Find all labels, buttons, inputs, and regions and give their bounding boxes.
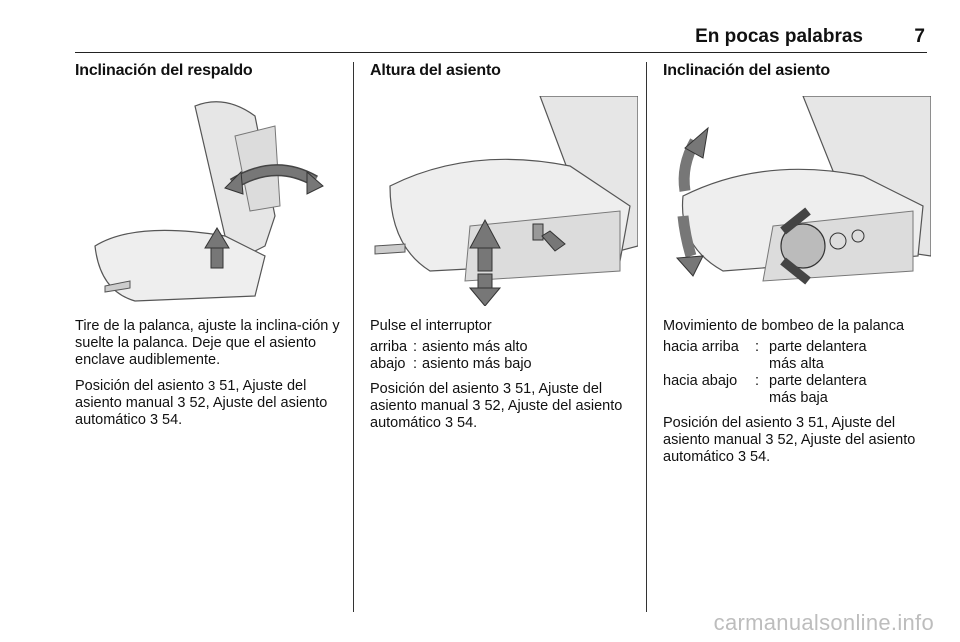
column-heading: Inclinación del asiento [663,62,830,79]
column-backrest [75,62,345,428]
column-heading: Inclinación del respaldo [75,62,253,79]
page-header [75,24,927,53]
seat-tilt-illustration [663,96,931,306]
table-row: abajo : asiento más bajo [370,356,532,372]
section-title: En pocas palabras [695,26,863,47]
height-diagram [370,96,638,306]
backrest-diagram [75,96,343,306]
column-seat-tilt [663,62,933,465]
column-divider [646,62,647,612]
tilt-diagram [663,96,931,306]
column-heading: Altura del asiento [370,62,501,79]
cross-reference: Posición del asiento 3 51, Ajuste del asiento manual 3 52, Ajuste del asiento automático 3 54. [75,378,328,428]
table-row: hacia abajo : parte delantera más baja [663,373,867,406]
page-number: 7 [914,26,925,47]
cross-reference: Posición del asiento 3 51, Ajuste del asiento manual 3 52, Ajuste del asiento automático 3 54. [370,381,623,431]
instruction-text: Pulse el interruptor [370,318,492,334]
table-row: arriba : asiento más alto [370,339,528,355]
instruction-text: Movimiento de bombeo de la palanca [663,318,905,334]
seat-backrest-illustration [75,96,343,306]
switch-table [370,339,532,373]
instruction-text: Tire de la palanca, ajuste la inclina-ción y suelte la palanca. Deje que el asiento enclave audiblemente. [75,318,340,368]
seat-height-illustration [370,96,638,306]
table-row: hacia arriba : parte delantera más alta [663,339,867,372]
column-divider [353,62,354,612]
column-seat-height [370,62,640,431]
lever-table [663,339,889,407]
cross-reference: Posición del asiento 3 51, Ajuste del asiento manual 3 52, Ajuste del asiento automático 3 54. [663,415,916,465]
watermark-text: carmanualsonline.info [713,610,934,635]
